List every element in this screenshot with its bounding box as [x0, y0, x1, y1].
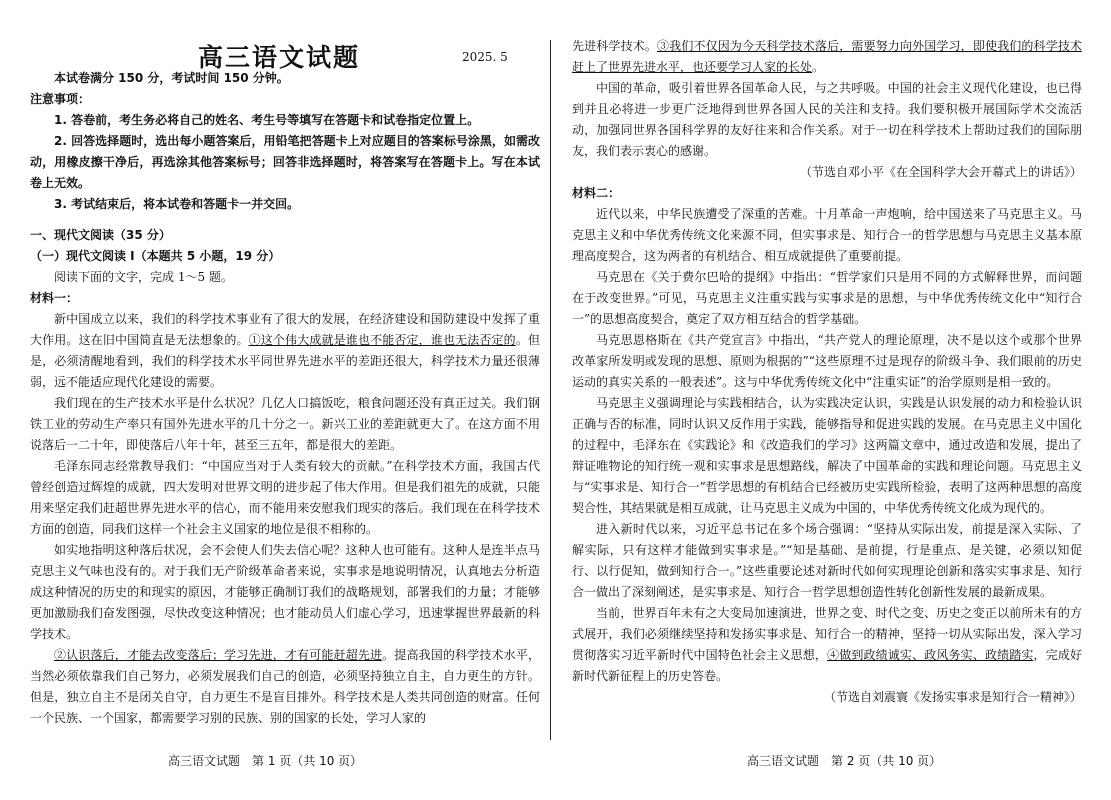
page-1-column: [30, 0, 540, 729]
underlined-sentence-1: ①这个伟大成就是谁也不能否定，谁也无法否定的: [248, 333, 516, 347]
page-1-footer: 高三语文试题 第 1 页（共 10 页）: [168, 754, 363, 768]
notice-item: 3. 考试结束后，将本试卷和答题卡一并交回。: [54, 197, 300, 211]
page-2-column: [572, 0, 1082, 708]
underlined-sentence-2: ②认识落后，才能去改变落后；学习先进，才有可能赶超先进: [54, 648, 383, 662]
page-2-footer: 高三语文试题 第 2 页（共 10 页）: [747, 754, 942, 768]
instruction: 阅读下面的文字，完成 1～5 题。: [54, 270, 233, 284]
score-info: 本试卷满分 150 分，考试时间 150 分钟。: [54, 71, 289, 85]
source-citation: （节选自刘震寰《发扬实事求是知行合一精神》）: [823, 690, 1082, 704]
notice-item: 1. 答卷前，考生务必将自己的姓名、考生号等填写在答题卡和试卷指定位置上。: [54, 113, 480, 127]
paragraph: 新中国成立以来，我们的科学技术事业有了很大的发展，在经济建设和国防建设中发挥了重大作用。这在旧中国简直是无法想象的。①这个伟大成就是谁也不能否定，谁也无法否定的。但是，必须清醒地看到，我们的科学技术水平同世界先进水平的差距还很大，科学技术力量还很薄弱，远不能适应现代化建设的需要。: [30, 312, 540, 389]
paragraph: 马克思在《关于费尔巴哈的提纲》中指出：“哲学家们只是用不同的方式解释世界，而问题在于改变世界。”可见，马克思主义注重实践与实事求是的思想，与中华优秀传统文化中“知行合一”的思想高度契合，奠定了双方相互结合的哲学基础。: [572, 270, 1082, 326]
exam-date: 2025. 5: [462, 50, 508, 64]
paragraph: 马克思恩格斯在《共产党宣言》中指出，“共产党人的理论原理，决不是以这个或那个世界改革家所发明或发现的思想、原则为根据的”“这些原理不过是现存的阶级斗争、我们眼前的历史运动的真实关系的一般表述”。这与中华优秀传统文化中“注重实证”的治学原则是相一致的。: [572, 333, 1082, 389]
paragraph: 中国的革命，吸引着世界各国革命人民，与之共呼吸。中国的社会主义现代化建设，也已得到并且必将进一步更广泛地得到世界各国人民的关注和支持。我们要积极开展国际学术交流活动，加强同世界各国科学界的友好往来和合作关系。对于一切在科学技术上帮助过我们的国际朋友，我们表示衷心的感谢。: [572, 81, 1082, 158]
material-1-label: 材料一：: [30, 291, 79, 305]
source-citation: （节选自邓小平《在全国科学大会开幕式上的讲话》）: [799, 165, 1082, 179]
paragraph: 如实地指明这种落后状况，会不会使人们失去信心呢？这种人也可能有。这种人是连半点马克思主义气味也没有的。对于我们无产阶级革命者来说，实事求是地说明情况，认真地去分析造成这种情况的历史的和现实的原因，才能够正确制订我们的战略规划，部署我们的力量；才能够更加激励我们奋发图强，尽快改变这种情况；也才能动员人们虚心学习，迅速掌握世界最新的科学技术。: [30, 543, 540, 641]
sub-heading: （一）现代文阅读 Ⅰ（本题共 5 小题，19 分）: [30, 249, 281, 263]
notice-heading: 注意事项：: [30, 92, 91, 106]
underlined-sentence-3: ③我们不仅因为今天科学技术落后，需要努力向外国学习，即使我们的科学技术赶上了世界先进水平，也还要学习人家的长处: [572, 39, 1082, 74]
paragraph: 毛泽东同志经常教导我们：“中国应当对于人类有较大的贡献。”在科学技术方面，我国古代曾经创造过辉煌的成就，四大发明对世界文明的进步起了伟大作用。但是我们祖先的成就，只能用来坚定我们赶超世界先进水平的信心，而不能用来安慰我们现实的落后。我们现在在科学技术方面的创造，同我们这样一个社会主义国家的地位是很不相称的。: [30, 459, 540, 536]
notice-item: 2. 回答选择题时，选出每小题答案后，用铅笔把答题卡上对应题目的答案标号涂黑，如需改动，用橡皮擦干净后，再选涂其他答案标号；回答非选择题时，将答案写在答题卡上。写在本试卷上无效。: [30, 134, 540, 190]
paragraph: 我们现在的生产技术水平是什么状况？几亿人口搞饭吃，粮食问题还没有真正过关。我们钢铁工业的劳动生产率只有国外先进水平的几十分之一。新兴工业的差距就更大了。在这方面不用说落后一二十年，即使落后八年十年，甚至三五年，都是很大的差距。: [30, 396, 540, 452]
section-heading: 一、现代文阅读（35 分）: [30, 228, 171, 242]
page-title: 高三语文试题: [198, 43, 361, 72]
paragraph: 当前，世界百年未有之大变局加速演进，世界之变、时代之变、历史之变正以前所未有的方式展开，我们必须继续坚持和发扬实事求是、知行合一的精神，坚持一切从实际出发，深入学习贯彻落实习近平新时代中国特色社会主义思想，④做到政绩诚实、政风务实、政绩踏实，完成好新时代新征程上的历史答卷。: [572, 606, 1082, 683]
paragraph: 进入新时代以来，习近平总书记在多个场合强调：“坚持从实际出发，前提是深入实际、了解实际，只有这样才能做到实事求是。”“知是基础、是前提，行是重点、是关键，必须以知促行、以行促知，做到知行合一。”这些重要论述对新时代如何实现理论创新和落实实事求是、知行合一做出了深刻阐述，是实事求是、知行合一哲学思想创造性转化创新性发展的最新成果。: [572, 522, 1082, 599]
underlined-sentence-4: ④做到政绩诚实、政风务实、政绩踏实: [827, 648, 1034, 662]
paragraph: ②认识落后，才能去改变落后；学习先进，才有可能赶超先进。提高我国的科学技术水平，当然必须依靠我们自己努力，必须发展我们自己的创造，必须坚持独立自主，自力更生的方针。但是，独立自主不是闭关自守，自力更生不是盲目排外。科学技术是人类共同创造的财富。任何一个民族、一个国家，都需要学习别的民族、别的国家的长处，学习人家的: [30, 648, 540, 725]
paragraph: 先进科学技术。③我们不仅因为今天科学技术落后，需要努力向外国学习，即使我们的科学技术赶上了世界先进水平，也还要学习人家的长处。: [572, 39, 1082, 74]
material-2-label: 材料二：: [572, 186, 621, 200]
paragraph: 近代以来，中华民族遭受了深重的苦难。十月革命一声炮响，给中国送来了马克思主义。马克思主义和中华优秀传统文化来源不同，但实事求是、知行合一的哲学思想与马克思主义基本原理高度契合，这为两者的有机结合、相互成就提供了重要前提。: [572, 207, 1082, 263]
paragraph: 马克思主义强调理论与实践相结合，认为实践决定认识，实践是认识发展的动力和检验认识正确与否的标准，同时认识又反作用于实践，能够指导和促进实践的发展。在马克思主义中国化的过程中，毛泽东在《实践论》和《改造我们的学习》这两篇文章中，通过改造和发展，提出了辩证唯物论的知行统一观和实事求是思想路线，解决了中国革命的实践和理论问题。马克思主义与“实事求是、知行合一”哲学思想的有机结合已经被历史实践所检验，表明了这两种思想的高度契合性，其结果就是相互成就，让马克思主义成为中国的，中华优秀传统文化成为现代的。: [572, 396, 1082, 515]
column-divider: [550, 40, 551, 740]
